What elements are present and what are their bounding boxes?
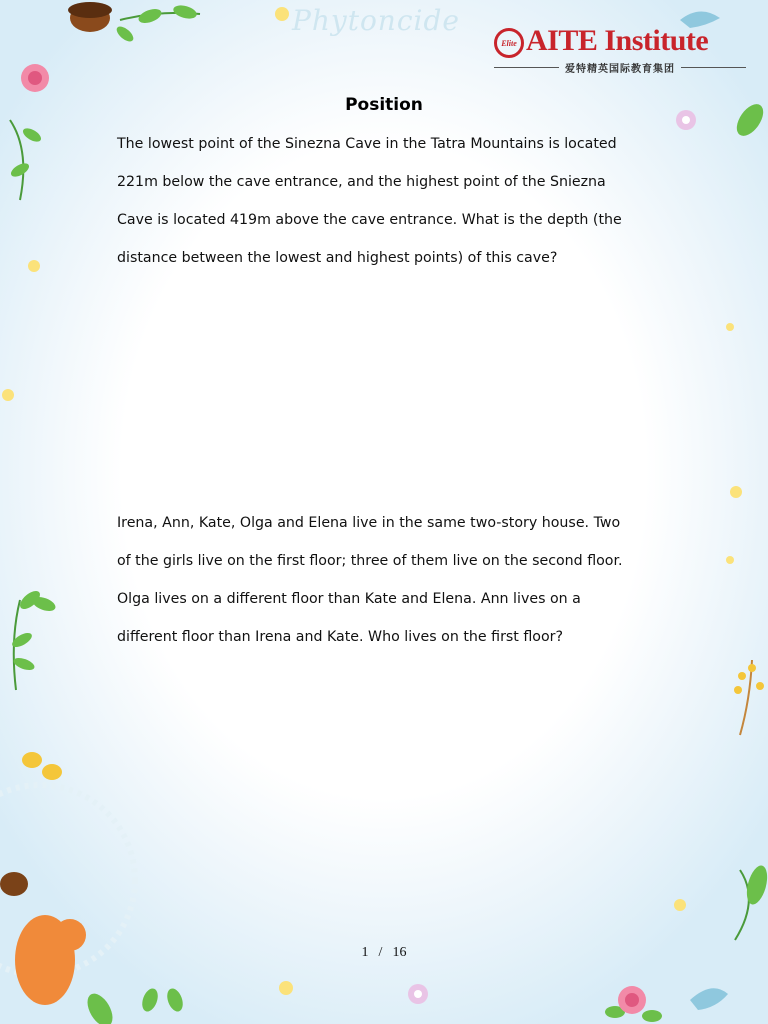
butterfly-icon [22,752,62,780]
text-line: of the girls live on the first floor; three of them live on the second floor. [117,553,623,569]
text-line: 221m below the cave entrance, and the highest point of the Sniezna [117,174,606,190]
problem-1 [117,132,677,284]
acorn-icon [68,2,112,32]
page-title: Position [345,95,423,115]
logo-subtitle: 爱特精英国际教育集团 [565,64,675,75]
text-line: The lowest point of the Sinezna Cave in the Tatra Mountains is located [117,136,617,152]
page-total: 16 [392,945,407,960]
page-separator: / [378,945,383,960]
logo-name: AITE Institute [526,24,709,57]
problem-2 [117,511,677,663]
logo-subtitle-row [494,60,746,75]
acorn-icon [0,872,28,896]
text-line: Irena, Ann, Kate, Olga and Elena live in the same two-story house. Two [117,515,621,531]
text-line: Cave is located 419m above the cave entrance. What is the depth (the [117,212,622,228]
brand-logo [494,24,746,76]
text-line: Olga lives on a different floor than Kate and Elena. Ann lives on a [117,591,581,607]
page-current: 1 [361,945,369,960]
divider [494,67,559,68]
text-line: different floor than Irena and Kate. Who lives on the first floor? [117,629,564,645]
page-number [0,945,768,961]
divider [681,67,746,68]
logo-badge-icon: Elite [494,28,524,58]
text-line: distance between the lowest and highest points) of this cave? [117,250,558,266]
bird-icon [680,11,728,1010]
watermark-text: Phytoncide [292,4,460,37]
